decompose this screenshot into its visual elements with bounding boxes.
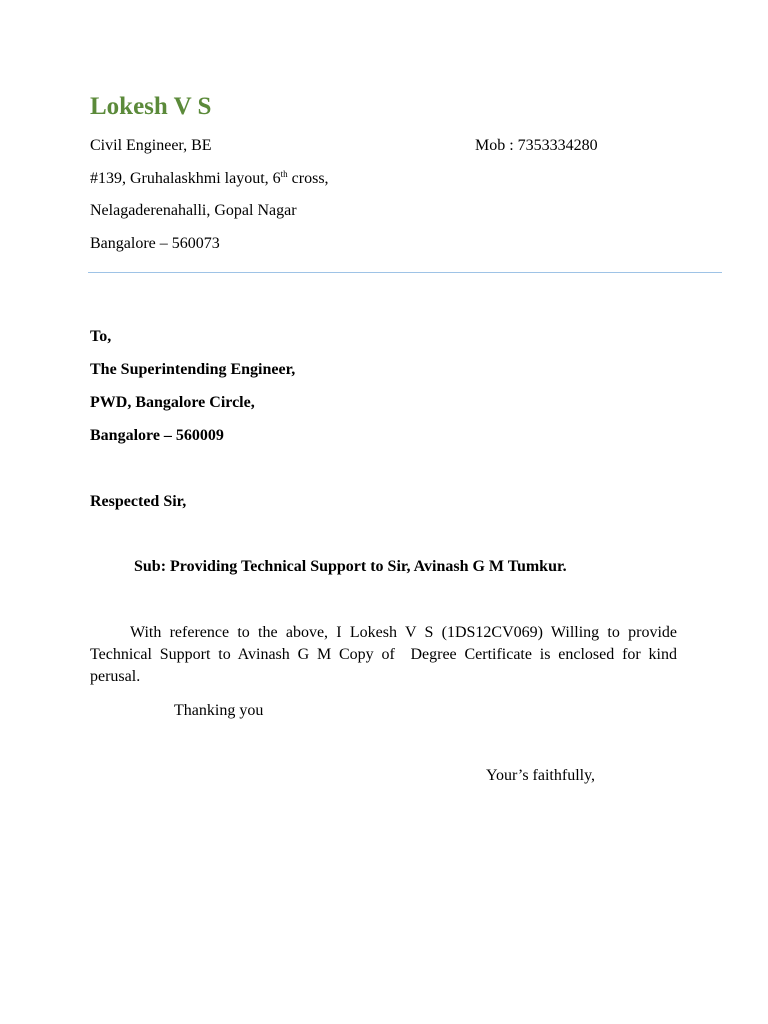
recipient-city: Bangalore – 560009 [90,427,224,444]
address-line1-suffix: cross, [287,170,329,187]
recipient-designation: The Superintending Engineer, [90,361,296,378]
sender-title: Civil Engineer, BE [90,137,212,154]
thanks-line: Thanking you [174,702,264,719]
body-text: With reference to the above, I Lokesh V S (1DS12CV069) Willing to provide Technical Support to Avinash G M Copy of Degree Certificate is enclosed for kind perusal. [90,624,681,685]
salutation: Respected Sir, [90,493,187,510]
subject-line: Sub: Providing Technical Support to Sir, Avinash G M Tumkur. [134,558,567,575]
address-line1-text: #139, Gruhalaskhmi layout, 6 [90,170,281,187]
sender-name: Lokesh V S [90,93,212,120]
header-divider [88,272,722,273]
sender-address-line3: Bangalore – 560073 [90,235,220,252]
body-paragraph [90,622,681,688]
recipient-office: PWD, Bangalore Circle, [90,394,255,411]
address-line1-superscript: th [280,169,288,179]
sender-address-line1 [90,170,329,188]
closing-line: Your’s faithfully, [486,767,596,784]
sender-mobile: Mob : 7353334280 [475,137,598,154]
sender-address-line2: Nelagaderenahalli, Gopal Nagar [90,202,297,219]
recipient-to: To, [90,328,112,345]
